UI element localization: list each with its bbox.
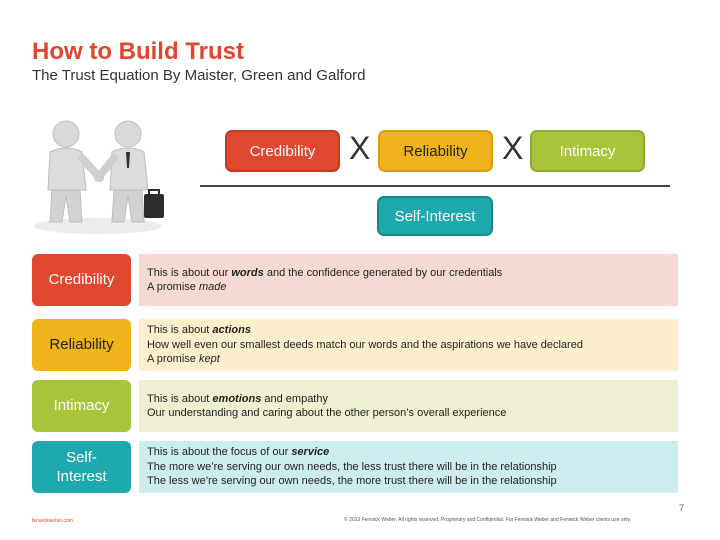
row-description-reliability [139, 319, 678, 371]
row-description-self-interest [139, 441, 678, 493]
fraction-divider [200, 185, 670, 187]
description-line: How well even our smallest deeds match our words and the aspirations we have declared [147, 338, 583, 351]
slide-subtitle: The Trust Equation By Maister, Green and Galford [32, 67, 366, 84]
row-label-self-interest: Self- Interest [32, 441, 131, 493]
description-line: This is about our words and the confidence generated by our credentials [147, 266, 503, 279]
description-line: Our understanding and caring about the other person’s overall experience [147, 407, 507, 419]
description-line: A promise made [147, 281, 227, 293]
page-number: 7 [678, 503, 684, 513]
equation-credibility: Credibility [225, 130, 340, 172]
row-label-credibility: Credibility [32, 254, 131, 306]
equation-self-interest: Self-Interest [377, 196, 493, 236]
row-label-intimacy: Intimacy [32, 380, 131, 432]
description-line: This is about actions [147, 324, 251, 337]
footer-copyright: © 2013 Fenwick Weber. All rights reserved. Proprietary and Confidential. For Fenwick Weber and Fenwick Weber clients use only. [344, 517, 632, 523]
multiply-operator: X [502, 130, 524, 166]
description-line: The less we’re serving our own needs, the more trust there will be in the relationship [147, 475, 557, 488]
description-line: The more we’re serving our own needs, the less trust there will be in the relationship [147, 460, 557, 473]
description-line: This is about emotions and empathy [147, 392, 328, 405]
row-description-intimacy [139, 380, 678, 432]
multiply-operator: X [349, 130, 371, 166]
equation-intimacy: Intimacy [530, 130, 645, 172]
description-line: A promise kept [147, 353, 220, 366]
row-label-reliability: Reliability [32, 319, 131, 371]
equation-reliability: Reliability [378, 130, 493, 172]
footer-website: fenwickweber.com [32, 518, 73, 524]
row-description-credibility [139, 254, 678, 306]
slide-title: How to Build Trust [32, 38, 244, 65]
handshake-figures-icon [28, 118, 168, 236]
description-line: This is about the focus of our service [147, 446, 330, 459]
